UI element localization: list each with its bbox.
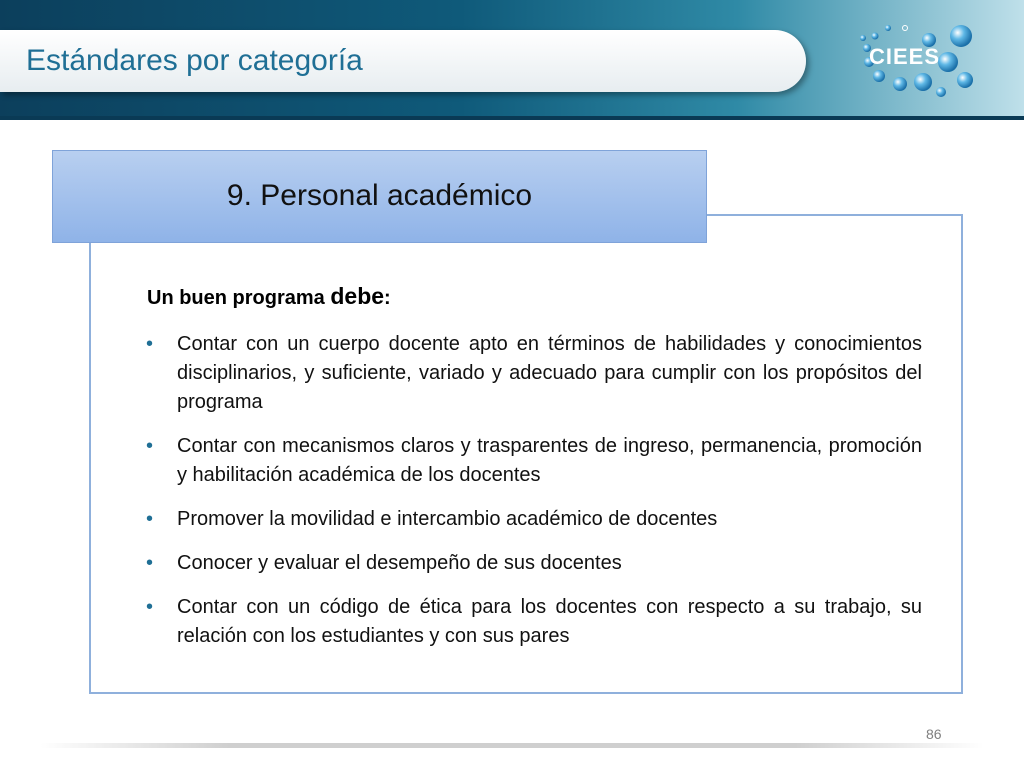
slide-title: Estándares por categoría xyxy=(26,44,363,77)
section-heading-box xyxy=(52,150,707,243)
bullet-icon: • xyxy=(146,333,154,355)
bullet-item xyxy=(146,330,922,417)
bullet-item xyxy=(146,505,922,534)
logo-text: CIEES xyxy=(869,44,941,69)
intro-colon: : xyxy=(384,287,391,309)
section-heading: 9. Personal académico xyxy=(226,179,533,212)
bullet-text: Contar con un cuerpo docente apto en términos de habilidades y conocimientos disciplinarios, y suficiente, variado y adecuado para cumplir con los propósitos del programa xyxy=(177,333,922,413)
intro-text: Un buen programa xyxy=(147,287,331,309)
intro-line xyxy=(147,283,391,310)
bullet-icon: • xyxy=(146,435,154,457)
bullet-text: Contar con mecanismos claros y trasparentes de ingreso, permanencia, promoción y habilitación académica de los docentes xyxy=(177,435,922,486)
bullet-text: Contar con un código de ética para los docentes con respecto a su trabajo, su relación con los estudiantes y con sus pares xyxy=(177,596,922,647)
bullet-icon: • xyxy=(146,508,154,530)
page-number: 86 xyxy=(926,726,942,742)
bullet-item xyxy=(146,593,922,651)
bullet-icon: • xyxy=(146,552,154,574)
title-banner xyxy=(0,30,806,92)
intro-emphasis: debe xyxy=(330,283,385,309)
footer-divider xyxy=(40,743,984,748)
bullet-icon: • xyxy=(146,596,154,618)
bullet-text: Conocer y evaluar el desempeño de sus docentes xyxy=(177,552,622,574)
bullet-item xyxy=(146,549,922,578)
ciees-logo xyxy=(845,18,985,104)
bullet-list xyxy=(146,330,922,666)
bullet-text: Promover la movilidad e intercambio académico de docentes xyxy=(177,508,718,530)
bullet-item xyxy=(146,432,922,490)
